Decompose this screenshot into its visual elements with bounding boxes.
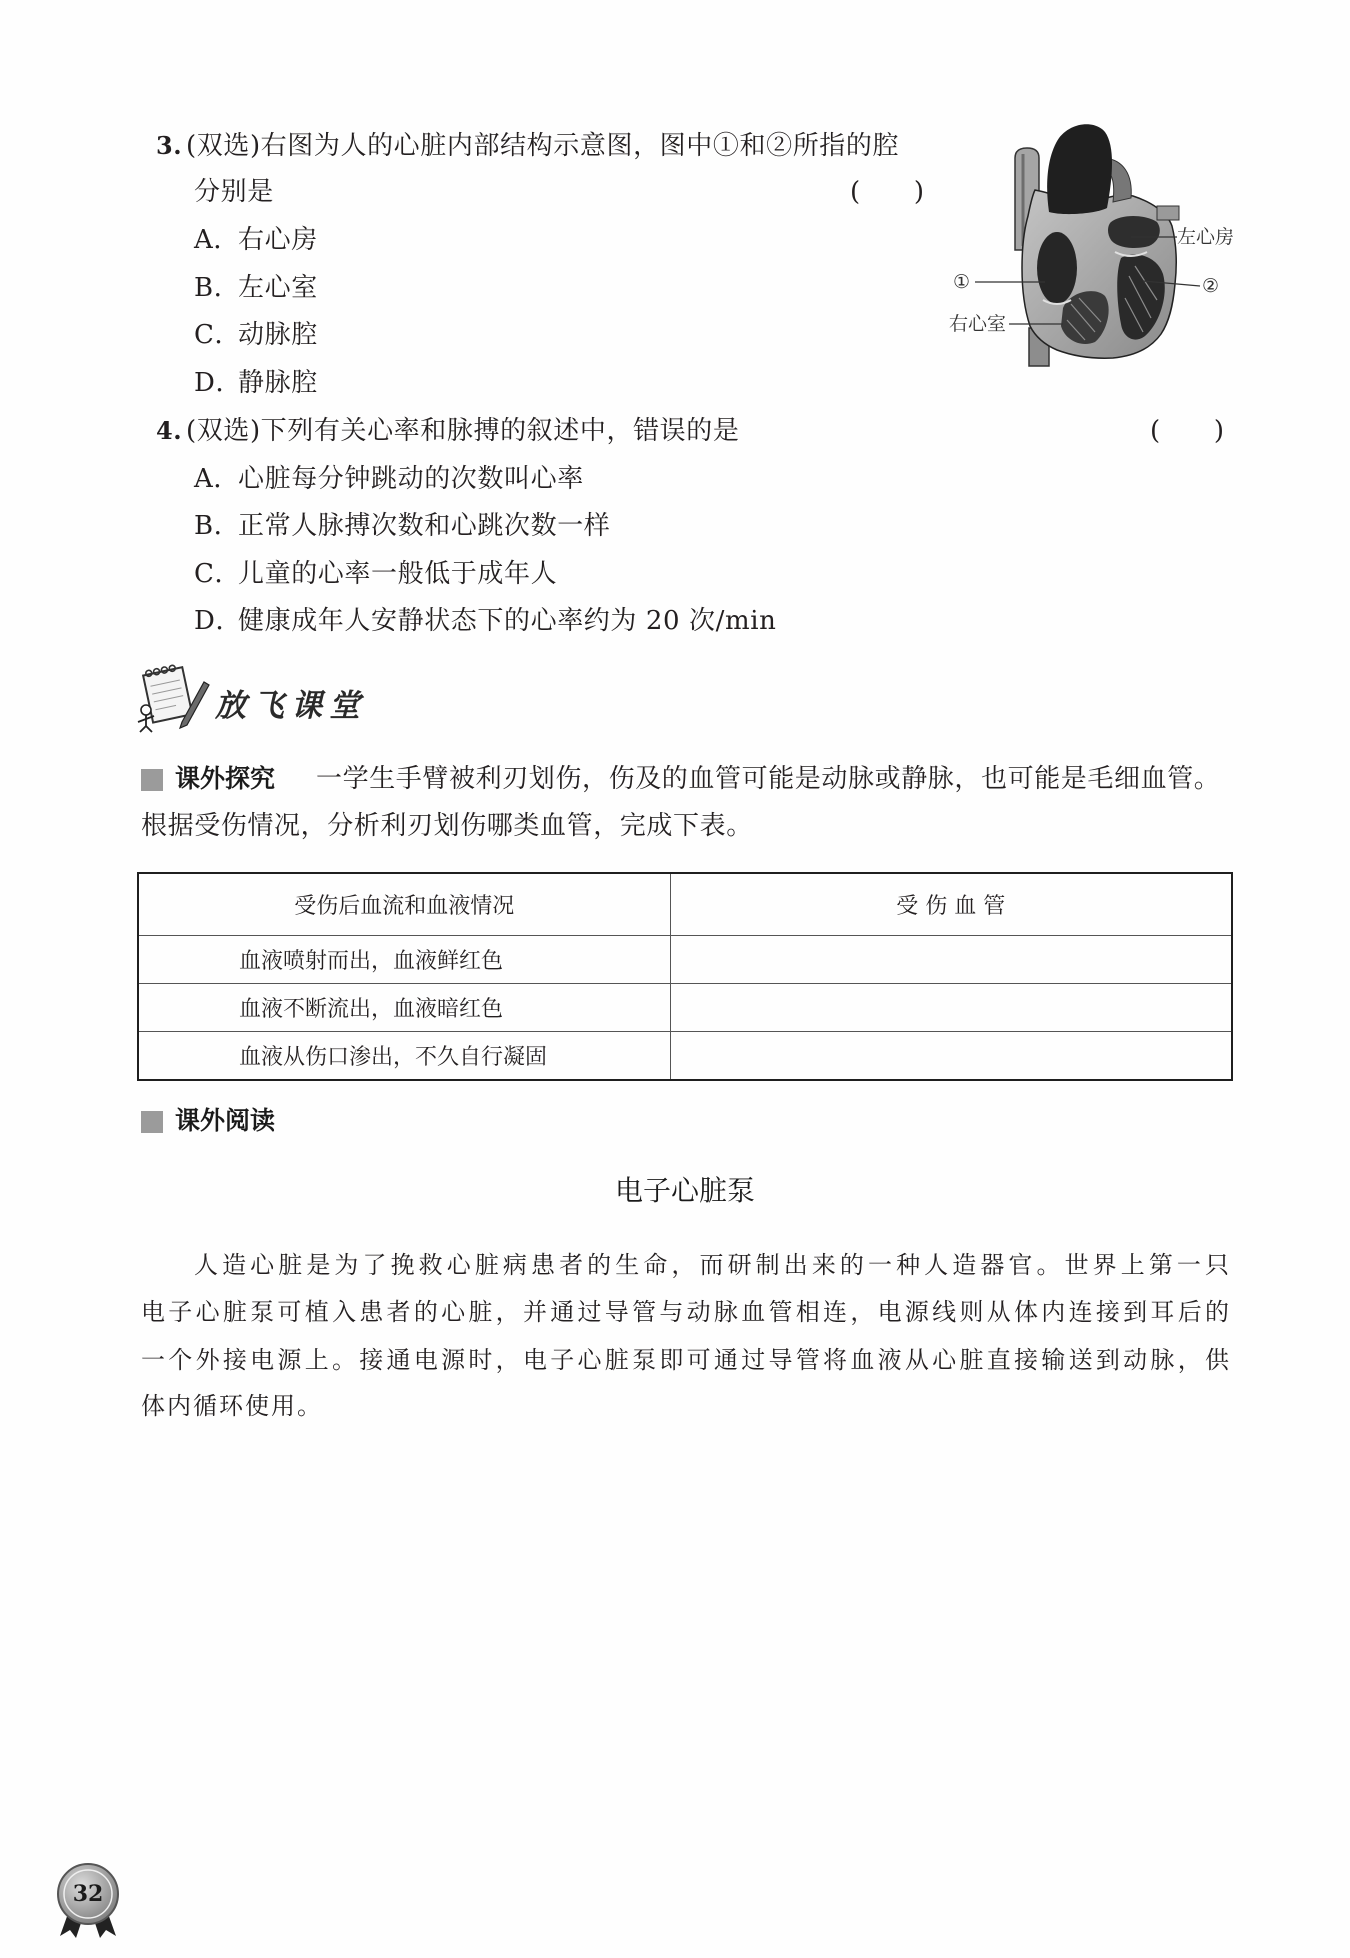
question-4-option-b [194, 502, 610, 550]
table-row [138, 936, 1232, 984]
section-marker [141, 1111, 163, 1133]
option-label: B． [194, 273, 241, 303]
question-4-option-d [194, 597, 777, 645]
explore-heading: 课外探究 [175, 764, 276, 793]
option-text: 心脏每分钟跳动的次数叫心率 [238, 464, 584, 494]
reading-heading: 课外阅读 [175, 1106, 276, 1135]
label-marker-1: ① [953, 271, 971, 293]
table-header-vessel: 受 伤 血 管 [670, 873, 1232, 936]
question-3-option-a [194, 216, 318, 264]
option-label: A． [194, 225, 240, 255]
table-row [138, 984, 1232, 1032]
table-cell-vessel-blank [670, 984, 1232, 1032]
injury-vessel-table [137, 872, 1233, 1081]
question-3-number: 3. [156, 131, 183, 160]
section-banner-title: 放飞课堂 [215, 688, 367, 724]
question-3-option-b [194, 264, 318, 312]
question-3-answer-bracket: ( ) [850, 177, 925, 207]
reading-paragraph-line-4: 体内循环使用。 [141, 1392, 323, 1420]
explore-text-line-2: 根据受伤情况，分析利刃划伤哪类血管，完成下表。 [141, 811, 753, 841]
table-cell-situation: 血液从伤口渗出，不久自行凝固 [138, 1032, 670, 1081]
table-cell-vessel-blank [670, 936, 1232, 984]
option-label: C． [194, 320, 242, 350]
pulmonary-vein [1157, 206, 1179, 220]
option-text: 儿童的心率一般低于成年人 [238, 559, 558, 589]
reading-paragraph-line-3: 一个外接电源上。接通电源时，电子心脏泵即可通过导管将血液从心脏直接输送到动脉，供 [141, 1346, 1231, 1374]
table-cell-vessel-blank [670, 1032, 1232, 1081]
option-text: 右心房 [238, 225, 318, 255]
left-atrium-cavity [1108, 216, 1160, 248]
notebook-pencil-icon [134, 660, 210, 734]
table-cell-situation: 血液喷射而出，血液鲜红色 [138, 936, 670, 984]
question-3-option-d [194, 359, 318, 407]
option-text: 健康成年人安静状态下的心率约为 20 次/min [238, 606, 777, 636]
question-4-answer-bracket: ( ) [1150, 416, 1225, 446]
option-text: 动脉腔 [238, 320, 318, 350]
option-label: A． [194, 464, 240, 494]
aorta [1047, 124, 1112, 214]
option-text: 正常人脉搏次数和心跳次数一样 [238, 511, 611, 541]
label-right-ventricle: 右心室 [949, 313, 1007, 335]
right-atrium-cavity [1037, 232, 1077, 304]
table-cell-situation: 血液不断流出，血液暗红色 [138, 984, 670, 1032]
label-marker-2: ② [1202, 275, 1220, 297]
question-3-stem-line-1: (双选)右图为人的心脏内部结构示意图，图中①和②所指的腔 [186, 131, 900, 161]
question-4-stem: (双选)下列有关心率和脉搏的叙述中，错误的是 [186, 416, 740, 446]
label-left-atrium: 左心房 [1177, 226, 1235, 248]
option-label: D． [194, 606, 243, 636]
reading-paragraph-line-2: 电子心脏泵可植入患者的心脏，并通过导管与动脉血管相连，电源线则从体内连接到耳后的 [141, 1298, 1231, 1326]
question-3-option-c [194, 311, 318, 359]
question-4-option-a [194, 455, 584, 503]
heart-structure-figure [945, 118, 1240, 368]
table-row [138, 1032, 1232, 1081]
page-number: 32 [72, 1881, 104, 1907]
option-text: 左心室 [238, 273, 318, 303]
reading-title: 电子心脏泵 [614, 1174, 755, 1207]
question-4-number: 4. [156, 416, 183, 445]
section-marker [141, 769, 163, 791]
option-label: B． [194, 511, 241, 541]
option-text: 静脉腔 [238, 368, 318, 398]
reading-paragraph-line-1: 人造心脏是为了挽救心脏病患者的生命，而研制出来的一种人造器官。世界上第一只 [194, 1251, 1231, 1279]
option-label: C． [194, 559, 242, 589]
table-header-row [138, 873, 1232, 936]
explore-text-line-1: 一学生手臂被利刃划伤，伤及的血管可能是动脉或静脉，也可能是毛细血管。 [316, 764, 1221, 794]
question-3-stem-line-2: 分别是 [194, 177, 274, 207]
table-header-situation: 受伤后血流和血液情况 [138, 873, 670, 936]
question-4-option-c [194, 550, 557, 598]
option-label: D． [194, 368, 243, 398]
